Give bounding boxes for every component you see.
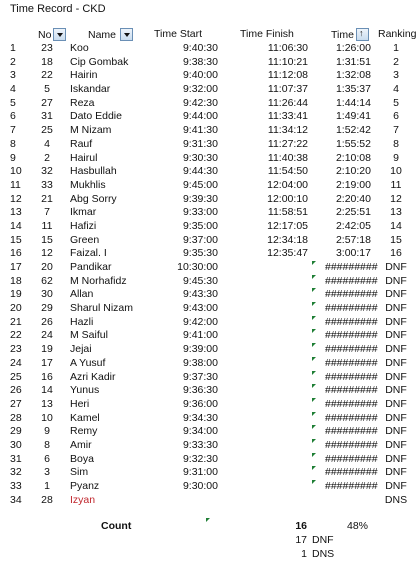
runner-number-cell: 7 <box>44 206 50 219</box>
runner-name-cell: Iskandar <box>70 83 111 96</box>
table-row <box>0 494 419 508</box>
row-index-cell: 19 <box>10 288 22 301</box>
col-header-time: Time ↑ <box>331 28 376 44</box>
runner-name-cell: M Saiful <box>70 329 108 342</box>
time-start-cell: 9:31:00 <box>182 466 218 479</box>
row-index-cell: 14 <box>10 219 22 232</box>
runner-number-cell: 27 <box>41 96 53 109</box>
runner-name-cell: Mukhlis <box>70 178 106 191</box>
time-finish-cell: 11:40:38 <box>267 151 308 164</box>
runner-number-cell: 30 <box>41 288 53 301</box>
ranking-cell: 12 <box>390 192 402 205</box>
col-header-time-start: Time Start <box>154 28 203 40</box>
runner-number-cell: 2 <box>44 151 50 164</box>
elapsed-time-cell: ######### <box>325 452 378 465</box>
elapsed-time-cell: ######### <box>325 480 378 492</box>
runner-name-cell: Yunus <box>70 384 100 397</box>
elapsed-time-cell: ######### <box>325 397 378 410</box>
time-finish-cell: 11:58:51 <box>267 206 308 219</box>
ranking-cell: 1 <box>393 42 399 54</box>
sort-ascending-icon[interactable] <box>356 28 369 41</box>
sheet-title: Time Record - CKD <box>10 3 106 15</box>
time-start-cell: 9:40:30 <box>182 42 218 54</box>
table-row <box>0 220 419 234</box>
table-row <box>0 466 419 480</box>
time-start-cell: 9:31:30 <box>182 137 218 150</box>
ranking-cell: DNF <box>385 315 407 328</box>
table-row <box>0 97 419 111</box>
runner-number-cell: 11 <box>41 219 53 232</box>
table-row <box>0 56 419 70</box>
ranking-cell: 9 <box>393 151 399 164</box>
runner-name-cell: Remy <box>70 425 98 438</box>
ranking-cell: DNF <box>385 425 407 438</box>
runner-name-cell: Jejai <box>70 343 92 356</box>
runner-number-cell: 3 <box>44 466 50 479</box>
elapsed-time-cell: ######### <box>325 261 378 273</box>
table-row <box>0 110 419 124</box>
elapsed-time-cell: 2:19:00 <box>335 178 371 191</box>
row-index-cell: 15 <box>10 233 22 246</box>
time-start-cell: 9:34:00 <box>182 425 218 438</box>
ranking-cell: DNF <box>385 329 407 342</box>
time-start-cell: 9:39:30 <box>182 192 218 205</box>
time-start-cell: 9:35:00 <box>182 219 218 232</box>
row-index-cell: 5 <box>10 96 16 109</box>
ranking-cell: 8 <box>393 137 399 150</box>
elapsed-time-cell: ######### <box>325 274 378 287</box>
time-finish-cell: 11:27:22 <box>267 137 308 150</box>
time-finish-cell: 12:00:10 <box>267 192 308 205</box>
runner-number-cell: 21 <box>41 192 53 205</box>
table-row <box>0 124 419 138</box>
runner-name-cell: Dato Eddie <box>70 110 122 123</box>
runner-number-cell: 14 <box>41 384 53 397</box>
ranking-cell: 10 <box>390 165 402 178</box>
col-header-ranking: Ranking <box>378 28 417 40</box>
row-index-cell: 22 <box>10 329 22 342</box>
row-index-cell: 4 <box>10 83 16 96</box>
elapsed-time-cell: 2:57:18 <box>335 233 371 246</box>
filter-dropdown-icon[interactable] <box>120 28 133 41</box>
time-finish-cell: 11:12:08 <box>267 69 308 82</box>
time-start-cell: 9:35:30 <box>182 247 218 260</box>
runner-name-cell: Hairin <box>70 69 98 82</box>
runner-name-cell: Azri Kadir <box>70 370 116 383</box>
runner-number-cell: 12 <box>41 247 53 260</box>
elapsed-time-cell: 2:10:08 <box>335 151 371 164</box>
cell-note-marker <box>312 329 316 333</box>
ranking-cell: DNF <box>385 466 407 479</box>
time-finish-cell: 11:26:44 <box>267 96 308 109</box>
cell-note-marker <box>312 480 316 484</box>
cell-note-marker <box>312 371 316 375</box>
runner-number-cell: 22 <box>41 69 53 82</box>
runner-name-cell: Amir <box>70 438 92 451</box>
time-start-cell: 9:37:30 <box>182 370 218 383</box>
runner-name-cell: A Yusuf <box>70 356 106 369</box>
row-index-cell: 34 <box>10 493 22 506</box>
row-index-cell: 27 <box>10 397 22 410</box>
runner-number-cell: 28 <box>41 493 53 506</box>
ranking-cell: 4 <box>393 83 399 96</box>
runner-name-cell: Hafizi <box>70 219 97 232</box>
ranking-cell: DNF <box>385 370 407 383</box>
count-label: Count <box>101 520 132 532</box>
table-row <box>0 179 419 193</box>
table-row <box>0 247 419 261</box>
runner-name-cell: Pandikar <box>70 261 112 273</box>
time-start-cell: 9:38:30 <box>182 55 218 68</box>
ranking-cell: DNF <box>385 480 407 492</box>
runner-name-cell: M Norhafidz <box>70 274 127 287</box>
cell-note-marker <box>312 302 316 306</box>
time-finish-cell: 11:10:21 <box>267 55 308 68</box>
time-start-cell: 9:34:30 <box>182 411 218 424</box>
runner-number-cell: 31 <box>41 110 53 123</box>
runner-name-cell: Koo <box>70 42 89 54</box>
row-index-cell: 17 <box>10 261 22 273</box>
elapsed-time-cell: ######### <box>325 411 378 424</box>
count-value: 16 <box>295 520 307 532</box>
time-start-cell: 9:39:00 <box>182 343 218 356</box>
row-index-cell: 7 <box>10 124 16 137</box>
elapsed-time-cell: 1:44:14 <box>335 96 371 109</box>
runner-name-cell: M Nizam <box>70 124 112 137</box>
time-start-cell: 9:44:30 <box>182 165 218 178</box>
ranking-cell: DNF <box>385 397 407 410</box>
time-start-cell: 9:37:00 <box>182 233 218 246</box>
ranking-cell: 5 <box>393 96 399 109</box>
time-finish-cell: 12:34:18 <box>267 233 308 246</box>
time-finish-cell: 11:33:41 <box>267 110 308 123</box>
ranking-cell: DNF <box>385 411 407 424</box>
runner-number-cell: 20 <box>41 261 53 273</box>
time-start-cell: 9:36:00 <box>182 397 218 410</box>
time-start-cell: 9:45:30 <box>182 274 218 287</box>
ranking-cell: 6 <box>393 110 399 123</box>
elapsed-time-cell: ######### <box>325 288 378 301</box>
runner-name-cell: Faizal. I <box>70 247 107 260</box>
row-index-cell: 9 <box>10 151 16 164</box>
time-start-cell: 9:43:30 <box>182 288 218 301</box>
col-header-name: Name <box>88 28 148 44</box>
elapsed-time-cell: ######### <box>325 370 378 383</box>
time-finish-cell: 12:17:05 <box>267 219 308 232</box>
time-start-cell: 9:44:00 <box>182 110 218 123</box>
table-row <box>0 69 419 83</box>
time-start-cell: 9:32:30 <box>182 452 218 465</box>
table-row <box>0 425 419 439</box>
col-header-no: No <box>38 28 78 44</box>
time-start-cell: 9:38:00 <box>182 356 218 369</box>
table-row <box>0 412 419 426</box>
ranking-cell: DNF <box>385 261 407 273</box>
time-start-cell: 9:40:00 <box>182 69 218 82</box>
dns-count: 1 <box>301 548 307 560</box>
dnf-label: DNF <box>312 534 334 546</box>
table-row <box>0 165 419 179</box>
runner-name-cell: Heri <box>70 397 90 410</box>
elapsed-time-cell: 1:49:41 <box>335 110 371 123</box>
elapsed-time-cell: ######### <box>325 466 378 479</box>
time-start-cell: 9:36:30 <box>182 384 218 397</box>
time-start-cell: 9:33:00 <box>182 206 218 219</box>
table-row <box>0 206 419 220</box>
time-finish-cell: 11:07:37 <box>267 83 308 96</box>
elapsed-time-cell: ######### <box>325 315 378 328</box>
table-row <box>0 193 419 207</box>
ranking-cell: 15 <box>390 233 402 246</box>
time-start-cell: 9:30:30 <box>182 151 218 164</box>
row-index-cell: 29 <box>10 425 22 438</box>
table-row <box>0 398 419 412</box>
time-finish-cell: 11:54:50 <box>267 165 308 178</box>
runner-number-cell: 32 <box>41 165 53 178</box>
ranking-cell: DNS <box>384 493 408 506</box>
cell-note-marker <box>312 357 316 361</box>
table-row <box>0 302 419 316</box>
cell-note-marker <box>312 384 316 388</box>
ranking-cell: 11 <box>390 178 402 191</box>
row-index-cell: 24 <box>10 356 22 369</box>
cell-note-marker <box>312 425 316 429</box>
ranking-cell: 2 <box>393 55 399 68</box>
table-row <box>0 234 419 248</box>
cell-note-marker <box>312 398 316 402</box>
ranking-cell: 13 <box>390 206 402 219</box>
runner-name-cell: Allan <box>70 288 94 301</box>
table-row <box>0 316 419 330</box>
table-row <box>0 275 419 289</box>
cell-note-marker <box>312 453 316 457</box>
time-start-cell: 9:32:00 <box>182 83 218 96</box>
time-finish-cell: 12:04:00 <box>267 178 308 191</box>
runner-number-cell: 1 <box>44 480 50 492</box>
elapsed-time-cell: 1:52:42 <box>335 124 371 137</box>
runner-name-cell: Ikmar <box>70 206 97 219</box>
runner-number-cell: 24 <box>41 329 53 342</box>
runner-number-cell: 29 <box>41 302 53 315</box>
runner-name-cell: Hairul <box>70 151 98 164</box>
runner-name-cell: Hazli <box>70 315 94 328</box>
cell-note-marker <box>312 261 316 265</box>
runner-name-cell: Cip Gombak <box>70 55 129 68</box>
cell-note-marker <box>312 288 316 292</box>
runner-number-cell: 9 <box>44 425 50 438</box>
runner-number-cell: 15 <box>41 233 53 246</box>
runner-number-cell: 4 <box>44 137 50 150</box>
runner-number-cell: 33 <box>41 178 53 191</box>
table-row <box>0 439 419 453</box>
runner-number-cell: 16 <box>41 370 53 383</box>
runner-number-cell: 10 <box>41 411 53 424</box>
time-start-cell: 9:41:30 <box>182 124 218 137</box>
cell-note-marker <box>312 316 316 320</box>
elapsed-time-cell: ######### <box>325 384 378 397</box>
runner-name-cell: Abg Sorry <box>70 192 117 205</box>
row-index-cell: 3 <box>10 69 16 82</box>
ranking-cell: 7 <box>393 124 399 137</box>
elapsed-time-cell: 3:00:17 <box>335 247 371 260</box>
runner-number-cell: 8 <box>44 438 50 451</box>
elapsed-time-cell: ######### <box>325 356 378 369</box>
row-index-cell: 16 <box>10 247 22 260</box>
row-index-cell: 21 <box>10 315 22 328</box>
row-index-cell: 10 <box>10 165 22 178</box>
time-start-cell: 9:42:30 <box>182 96 218 109</box>
table-row <box>0 288 419 302</box>
table-row <box>0 329 419 343</box>
time-start-cell: 10:30:00 <box>177 261 218 273</box>
runner-number-cell: 25 <box>41 124 53 137</box>
runner-name-cell: Reza <box>70 96 95 109</box>
elapsed-time-cell: 1:31:51 <box>335 55 371 68</box>
ranking-cell: DNF <box>385 288 407 301</box>
dns-label: DNS <box>312 548 335 560</box>
elapsed-time-cell: 1:55:52 <box>335 137 371 150</box>
cell-note-marker <box>312 466 316 470</box>
runner-name-cell: Hasbullah <box>70 165 117 178</box>
cell-note-marker <box>312 439 316 443</box>
row-index-cell: 1 <box>10 42 16 54</box>
runner-name-cell: Sharul Nizam <box>70 302 134 315</box>
elapsed-time-cell: 1:32:08 <box>335 69 371 82</box>
row-index-cell: 2 <box>10 55 16 68</box>
cell-note-marker <box>206 518 210 522</box>
row-index-cell: 28 <box>10 411 22 424</box>
row-index-cell: 20 <box>10 302 22 315</box>
row-index-cell: 33 <box>10 480 22 492</box>
table-row <box>0 343 419 357</box>
elapsed-time-cell: 1:26:00 <box>335 42 371 54</box>
table-row <box>0 42 419 56</box>
row-index-cell: 31 <box>10 452 22 465</box>
ranking-cell: DNF <box>385 452 407 465</box>
cell-note-marker <box>312 275 316 279</box>
elapsed-time-cell: ######### <box>325 329 378 342</box>
row-index-cell: 6 <box>10 110 16 123</box>
time-start-cell: 9:42:00 <box>182 315 218 328</box>
row-index-cell: 13 <box>10 206 22 219</box>
percent-value: 48% <box>347 520 369 532</box>
runner-name-cell: Izyan <box>70 493 96 506</box>
elapsed-time-cell: ######### <box>325 425 378 438</box>
row-index-cell: 12 <box>10 192 22 205</box>
time-start-cell: 9:45:00 <box>182 178 218 191</box>
runner-number-cell: 13 <box>41 397 53 410</box>
elapsed-time-cell: ######### <box>325 438 378 451</box>
ranking-cell: DNF <box>385 343 407 356</box>
runner-number-cell: 6 <box>44 452 50 465</box>
ranking-cell: DNF <box>385 274 407 287</box>
ranking-cell: DNF <box>385 384 407 397</box>
runner-name-cell: Pyanz <box>70 480 100 492</box>
cell-note-marker <box>312 412 316 416</box>
elapsed-time-cell: ######### <box>325 302 378 315</box>
cell-note-marker <box>312 343 316 347</box>
table-row <box>0 480 419 494</box>
row-index-cell: 23 <box>10 343 22 356</box>
ranking-cell: 3 <box>393 69 399 82</box>
runner-number-cell: 18 <box>41 55 53 68</box>
runner-number-cell: 17 <box>41 356 53 369</box>
elapsed-time-cell: ######### <box>325 343 378 356</box>
table-row <box>0 261 419 275</box>
runner-number-cell: 62 <box>41 274 53 287</box>
time-finish-cell: 12:35:47 <box>267 247 308 260</box>
table-row <box>0 357 419 371</box>
runner-number-cell: 19 <box>41 343 53 356</box>
table-row <box>0 453 419 467</box>
runner-name-cell: Kamel <box>70 411 100 424</box>
elapsed-time-cell: 2:25:51 <box>335 206 371 219</box>
elapsed-time-cell: 2:42:05 <box>335 219 371 232</box>
ranking-cell: 16 <box>390 247 402 260</box>
time-finish-cell: 11:06:30 <box>267 42 308 54</box>
row-index-cell: 26 <box>10 384 22 397</box>
data-rows <box>0 42 419 507</box>
filter-dropdown-icon[interactable] <box>53 28 66 41</box>
time-start-cell: 9:33:30 <box>182 438 218 451</box>
ranking-cell: DNF <box>385 302 407 315</box>
runner-number-cell: 5 <box>44 83 50 96</box>
runner-name-cell: Boya <box>70 452 94 465</box>
elapsed-time-cell: 2:20:40 <box>335 192 371 205</box>
row-index-cell: 32 <box>10 466 22 479</box>
row-index-cell: 25 <box>10 370 22 383</box>
time-start-cell: 9:30:00 <box>182 480 218 492</box>
row-index-cell: 18 <box>10 274 22 287</box>
col-header-time-finish: Time Finish <box>240 28 294 40</box>
ranking-cell: DNF <box>385 356 407 369</box>
time-start-cell: 9:43:00 <box>182 302 218 315</box>
table-row <box>0 138 419 152</box>
table-row <box>0 384 419 398</box>
runner-number-cell: 23 <box>41 42 53 54</box>
runner-name-cell: Green <box>70 233 100 246</box>
time-finish-cell: 11:34:12 <box>267 124 308 137</box>
table-row <box>0 371 419 385</box>
row-index-cell: 8 <box>10 137 16 150</box>
row-index-cell: 11 <box>10 178 21 191</box>
row-index-cell: 30 <box>10 438 22 451</box>
runner-name-cell: Rauf <box>70 137 93 150</box>
table-row <box>0 152 419 166</box>
elapsed-time-cell: 2:10:20 <box>335 165 371 178</box>
runner-name-cell: Sim <box>70 466 89 479</box>
dnf-count: 17 <box>295 534 307 546</box>
elapsed-time-cell: 1:35:37 <box>335 83 371 96</box>
ranking-cell: 14 <box>390 219 402 232</box>
table-row <box>0 83 419 97</box>
ranking-cell: DNF <box>385 438 407 451</box>
runner-number-cell: 26 <box>41 315 53 328</box>
time-start-cell: 9:41:00 <box>182 329 218 342</box>
